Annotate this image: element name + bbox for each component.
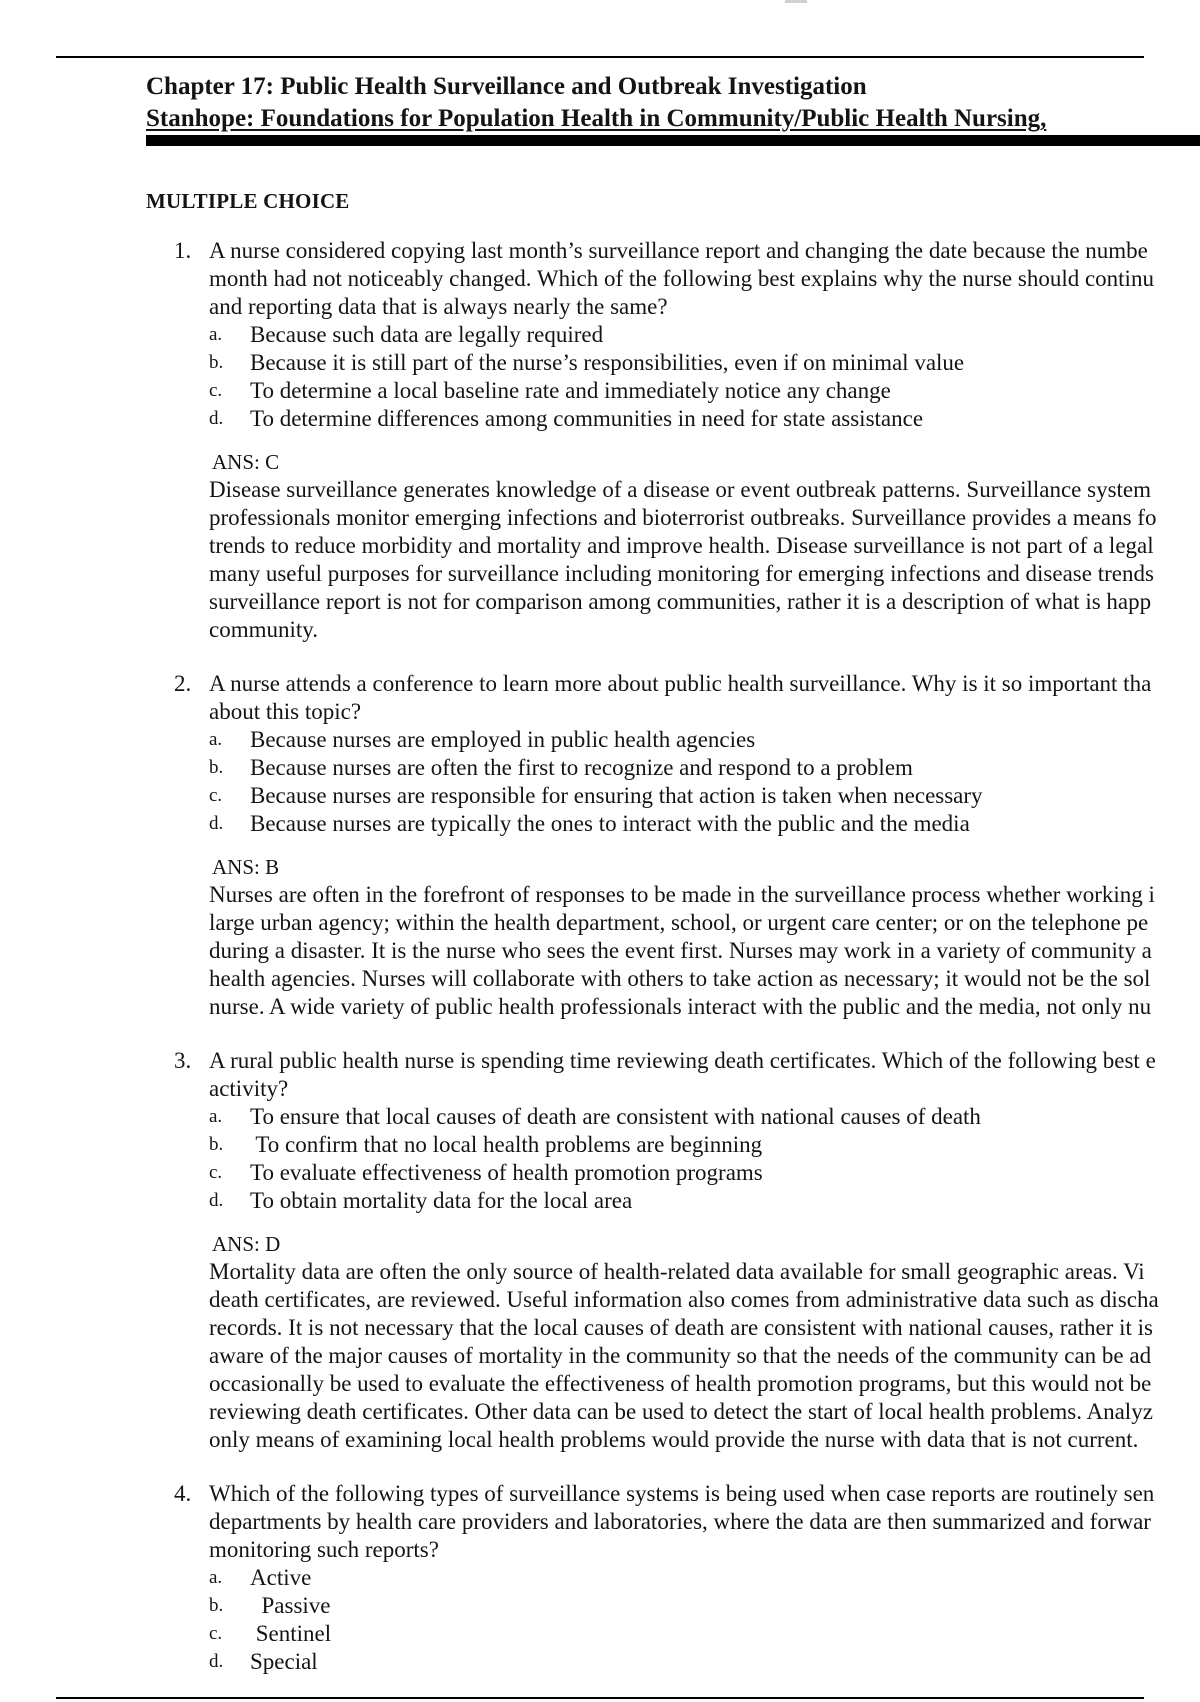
rationale-line: large urban agency; within the health department, school, or urgent care center; or on the telephone pe xyxy=(209,910,1149,935)
option-letter: b. xyxy=(209,352,224,373)
answer-option xyxy=(209,1103,1200,1131)
answer-options xyxy=(209,321,1200,433)
option-text: To ensure that local causes of death are consistent with national causes of death xyxy=(250,1104,981,1129)
answer-option xyxy=(209,1131,1200,1159)
option-text: To determine a local baseline rate and immediately notice any change xyxy=(250,378,891,403)
answer-option xyxy=(209,1620,1200,1648)
rationale-line: occasionally be used to evaluate the effectiveness of health promotion programs, but this would not be xyxy=(209,1371,1152,1396)
answer-option xyxy=(209,782,1200,810)
answer-key: ANS: D xyxy=(212,1232,281,1256)
option-text: Because nurses are often the first to recognize and respond to a problem xyxy=(250,755,913,780)
answer-option xyxy=(209,726,1200,754)
option-text: Special xyxy=(250,1649,318,1674)
book-title: Stanhope: Foundations for Population Health in Community/Public Health Nursing, xyxy=(146,105,1047,132)
answer-option xyxy=(209,1648,1200,1676)
top-rule xyxy=(56,56,1144,58)
question-item xyxy=(0,1480,1200,1676)
document-header xyxy=(146,71,1200,135)
option-letter: c. xyxy=(209,1623,223,1644)
option-letter: d. xyxy=(209,813,224,834)
option-text: To evaluate effectiveness of health promotion programs xyxy=(250,1160,763,1185)
chapter-title: Chapter 17: Public Health Surveillance and Outbreak Investigation xyxy=(146,73,867,100)
option-text: Sentinel xyxy=(250,1621,332,1646)
answer-option xyxy=(209,321,1200,349)
question-item xyxy=(0,670,1200,1021)
answer-option xyxy=(209,810,1200,838)
answer-options xyxy=(209,1103,1200,1215)
option-letter: c. xyxy=(209,1162,223,1183)
question-number: 2. xyxy=(174,671,192,696)
option-text: Because it is still part of the nurse’s responsibilities, even if on minimal value xyxy=(250,350,965,375)
answer-key: ANS: B xyxy=(212,855,280,879)
answer-option xyxy=(209,1159,1200,1187)
option-letter: d. xyxy=(209,1651,224,1672)
question-stem-line: activity? xyxy=(209,1076,289,1101)
question-item xyxy=(0,237,1200,644)
question-stem-line: A rural public health nurse is spending time reviewing death certificates. Which of the following best e xyxy=(209,1048,1156,1073)
question-number: 1. xyxy=(174,238,192,263)
option-letter: a. xyxy=(209,1567,223,1588)
option-letter: a. xyxy=(209,324,223,345)
rationale-line: community. xyxy=(209,617,319,642)
option-letter: d. xyxy=(209,408,224,429)
question-stem-line: A nurse considered copying last month’s surveillance report and changing the date because the numbe xyxy=(209,238,1148,263)
option-letter: a. xyxy=(209,1106,223,1127)
answer-options xyxy=(209,726,1200,838)
option-letter: b. xyxy=(209,757,224,778)
answer-option xyxy=(209,754,1200,782)
rationale-line: during a disaster. It is the nurse who sees the event first. Nurses may work in a variety of community a xyxy=(209,938,1152,963)
option-text: Active xyxy=(250,1565,312,1590)
answer-option xyxy=(209,1187,1200,1215)
rationale-line: death certificates, are reviewed. Useful information also comes from administrative data such as discha xyxy=(209,1287,1159,1312)
option-letter: b. xyxy=(209,1134,224,1155)
answer-option xyxy=(209,405,1200,433)
rationale-line: nurse. A wide variety of public health professionals interact with the public and the media, not only nu xyxy=(209,994,1152,1019)
option-letter: d. xyxy=(209,1190,224,1211)
option-text: Because nurses are responsible for ensuring that action is taken when necessary xyxy=(250,783,983,808)
page-edge-mark xyxy=(785,0,807,3)
question-item xyxy=(0,1047,1200,1454)
answer-option xyxy=(209,377,1200,405)
question-stem-line: Which of the following types of surveillance systems is being used when case reports are routinely sen xyxy=(209,1481,1155,1506)
option-text: Passive xyxy=(250,1593,331,1618)
question-list xyxy=(0,237,1200,1702)
answer-option xyxy=(209,349,1200,377)
option-letter: a. xyxy=(209,729,223,750)
rationale-line: professionals monitor emerging infections and bioterrorist outbreaks. Surveillance provides a means fo xyxy=(209,505,1157,530)
answer-options xyxy=(209,1564,1200,1676)
bottom-rule xyxy=(56,1697,1144,1699)
option-letter: c. xyxy=(209,380,223,401)
rationale-line: reviewing death certificates. Other data can be used to detect the start of local health problems. Analyz xyxy=(209,1399,1153,1424)
rationale-line: only means of examining local health problems would provide the nurse with data that is not current. xyxy=(209,1427,1139,1452)
option-text: Because nurses are typically the ones to interact with the public and the media xyxy=(250,811,970,836)
option-text: Because such data are legally required xyxy=(250,322,604,347)
option-text: To determine differences among communities in need for state assistance xyxy=(250,406,924,431)
question-number: 3. xyxy=(174,1048,192,1073)
question-stem-line: and reporting data that is always nearly the same? xyxy=(209,294,668,319)
answer-option xyxy=(209,1592,1200,1620)
question-stem-line: monitoring such reports? xyxy=(209,1537,439,1562)
section-heading: MULTIPLE CHOICE xyxy=(146,189,350,213)
question-stem-line: departments by health care providers and laboratories, where the data are then summarized and forwar xyxy=(209,1509,1151,1534)
rationale-line: Mortality data are often the only source of health-related data available for small geographic areas. Vi xyxy=(209,1259,1145,1284)
rationale-line: health agencies. Nurses will collaborate with others to take action as necessary; it would not be the sol xyxy=(209,966,1151,991)
rationale-line: many useful purposes for surveillance including monitoring for emerging infections and disease trends xyxy=(209,561,1154,586)
rationale-line: surveillance report is not for comparison among communities, rather it is a description of what is happ xyxy=(209,589,1152,614)
rationale-line: aware of the major causes of mortality in the community so that the needs of the community can be ad xyxy=(209,1343,1152,1368)
option-letter: c. xyxy=(209,785,223,806)
question-stem-line: A nurse attends a conference to learn more about public health surveillance. Why is it so important tha xyxy=(209,671,1152,696)
rationale-line: trends to reduce morbidity and mortality and improve health. Disease surveillance is not part of a legal xyxy=(209,533,1154,558)
answer-option xyxy=(209,1564,1200,1592)
rationale-line: Disease surveillance generates knowledge of a disease or event outbreak patterns. Surveillance system xyxy=(209,477,1152,502)
option-letter: b. xyxy=(209,1595,224,1616)
option-text: To confirm that no local health problems are beginning xyxy=(250,1132,763,1157)
rationale-line: Nurses are often in the forefront of responses to be made in the surveillance process whether working i xyxy=(209,882,1155,907)
question-number: 4. xyxy=(174,1481,192,1506)
option-text: Because nurses are employed in public health agencies xyxy=(250,727,756,752)
question-stem-line: month had not noticeably changed. Which of the following best explains why the nurse should continu xyxy=(209,266,1154,291)
answer-key: ANS: C xyxy=(212,450,280,474)
option-text: To obtain mortality data for the local area xyxy=(250,1188,633,1213)
header-rule xyxy=(146,135,1200,146)
rationale-line: records. It is not necessary that the local causes of death are consistent with national causes, rather it is xyxy=(209,1315,1153,1340)
question-stem-line: about this topic? xyxy=(209,699,362,724)
